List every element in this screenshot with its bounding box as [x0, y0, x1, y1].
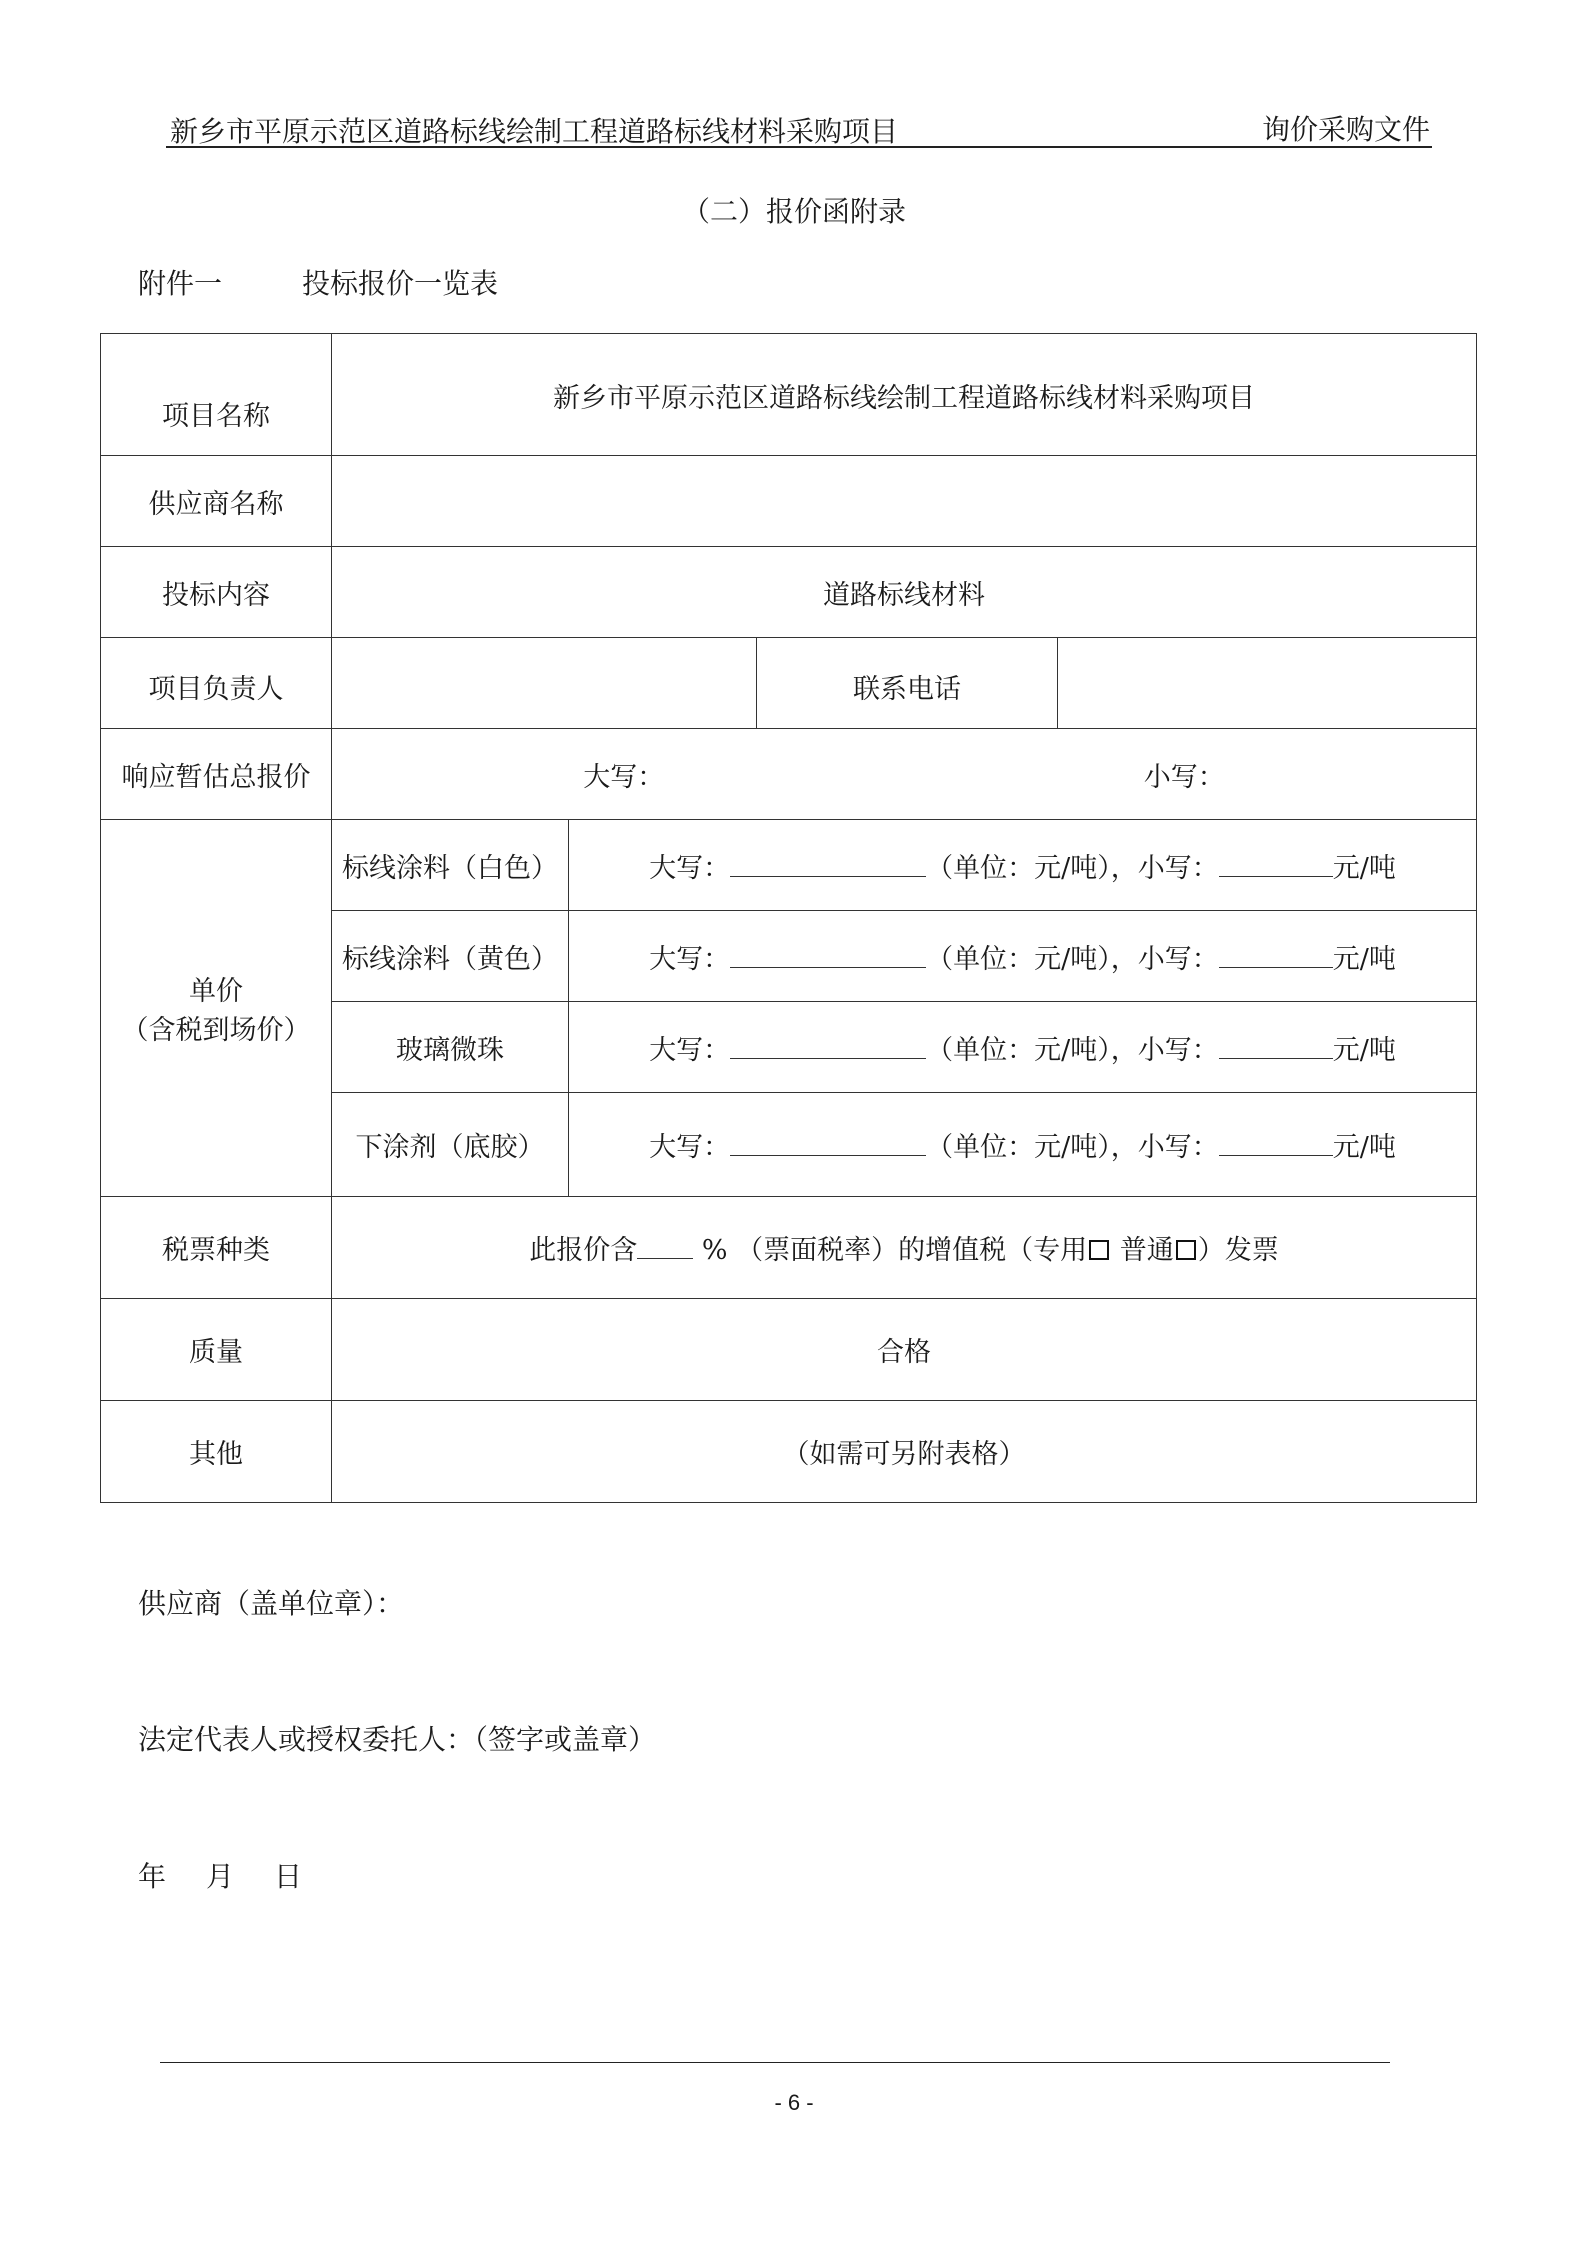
project-name-value: 新乡市平原示范区道路标线绘制工程道路标线材料采购项目	[332, 334, 1477, 456]
page-number: - 6 -	[774, 2090, 814, 2115]
table-row	[101, 547, 1477, 638]
date-month: 月	[206, 1860, 235, 1893]
date-day: 日	[274, 1860, 303, 1893]
price-unit-text: （单位：元/吨），小写：	[926, 1034, 1219, 1066]
price-unit-text: （单位：元/吨），小写：	[926, 943, 1219, 975]
price-suffix: 元/吨	[1332, 852, 1396, 884]
item-name: 玻璃微珠	[332, 1002, 569, 1093]
header-title: 新乡市平原示范区道路标线绘制工程道路标线材料采购项目	[170, 115, 899, 148]
tax-percent: %	[701, 1235, 728, 1266]
price-suffix: 元/吨	[1332, 1132, 1396, 1163]
price-suffix: 元/吨	[1332, 943, 1396, 975]
project-manager-label: 项目负责人	[101, 638, 332, 729]
price-upper-blank[interactable]	[730, 941, 926, 968]
supplier-seal-line: 供应商（盖单位章）：	[138, 1587, 405, 1620]
table-row	[101, 1401, 1477, 1503]
total-quote-field[interactable]	[332, 729, 1477, 820]
table-row	[101, 820, 1477, 911]
item-name: 标线涂料（白色）	[332, 820, 569, 911]
date-year: 年	[138, 1860, 167, 1893]
table-row	[101, 334, 1477, 456]
tax-type-field	[332, 1197, 1477, 1299]
bid-content-label: 投标内容	[101, 547, 332, 638]
total-quote-label: 响应暂估总报价	[101, 729, 332, 820]
quality-value: 合格	[332, 1299, 1477, 1401]
attachment-heading	[138, 262, 498, 302]
price-upper-label: 大写：	[649, 1034, 731, 1066]
footer-divider	[160, 2062, 1390, 2063]
tax-prefix: 此报价含	[529, 1235, 638, 1266]
representative-sign-line: 法定代表人或授权委托人：（签字或盖章）	[138, 1723, 657, 1756]
special-invoice-checkbox[interactable]	[1089, 1240, 1109, 1260]
price-upper-label: 大写：	[649, 852, 731, 884]
attachment-title: 投标报价一览表	[302, 267, 499, 300]
tax-normal-label: 普通	[1119, 1235, 1174, 1266]
table-row	[101, 729, 1477, 820]
table-row	[101, 456, 1477, 547]
price-upper-label: 大写：	[649, 1132, 731, 1163]
unit-price-label-main: 单价	[189, 976, 243, 1007]
item-price-field[interactable]	[569, 911, 1477, 1002]
table-row	[101, 1197, 1477, 1299]
price-upper-label: 大写：	[649, 943, 731, 975]
price-lower-blank[interactable]	[1219, 1032, 1333, 1059]
header-doc-type: 询价采购文件	[1261, 113, 1430, 146]
table-row	[101, 1299, 1477, 1401]
date-line	[138, 1855, 342, 1895]
other-value: （如需可另附表格）	[332, 1401, 1477, 1503]
price-suffix: 元/吨	[1332, 1034, 1396, 1066]
price-lower-blank[interactable]	[1219, 850, 1333, 877]
quotation-table	[100, 333, 1477, 1503]
project-manager-field[interactable]	[332, 638, 757, 729]
other-label: 其他	[101, 1401, 332, 1503]
price-lower-blank[interactable]	[1219, 1129, 1333, 1156]
supplier-name-field[interactable]	[332, 456, 1477, 547]
total-upper-label: 大写：	[583, 761, 665, 793]
contact-phone-field[interactable]	[1058, 638, 1477, 729]
price-upper-blank[interactable]	[730, 850, 926, 877]
price-unit-text: （单位：元/吨），小写：	[926, 852, 1219, 884]
price-lower-blank[interactable]	[1219, 941, 1333, 968]
supplier-name-label: 供应商名称	[101, 456, 332, 547]
header-divider	[166, 146, 1432, 148]
contact-phone-label: 联系电话	[757, 638, 1058, 729]
quality-label: 质量	[101, 1299, 332, 1401]
item-price-field[interactable]	[569, 820, 1477, 911]
tax-end: ）发票	[1197, 1235, 1279, 1266]
price-upper-blank[interactable]	[730, 1032, 926, 1059]
item-name: 下涂剂（底胶）	[332, 1093, 569, 1197]
tax-mid: （票面税率）的增值税（专用	[736, 1235, 1088, 1266]
bid-content-value: 道路标线材料	[332, 547, 1477, 638]
price-unit-text: （单位：元/吨），小写：	[926, 1132, 1219, 1163]
item-name: 标线涂料（黄色）	[332, 911, 569, 1002]
price-upper-blank[interactable]	[730, 1129, 926, 1156]
project-name-label: 项目名称	[101, 334, 332, 456]
tax-rate-blank[interactable]	[637, 1232, 693, 1259]
section-title: （二）报价函附录	[681, 195, 906, 228]
tax-type-label: 税票种类	[101, 1197, 332, 1299]
unit-price-label	[101, 820, 332, 1197]
table-row	[101, 638, 1477, 729]
attachment-number: 附件一	[138, 267, 223, 300]
item-price-field[interactable]	[569, 1002, 1477, 1093]
normal-invoice-checkbox[interactable]	[1176, 1240, 1196, 1260]
unit-price-label-note: （含税到场价）	[121, 1015, 311, 1046]
item-price-field[interactable]	[569, 1093, 1477, 1197]
total-lower-label: 小写：	[1143, 761, 1225, 793]
